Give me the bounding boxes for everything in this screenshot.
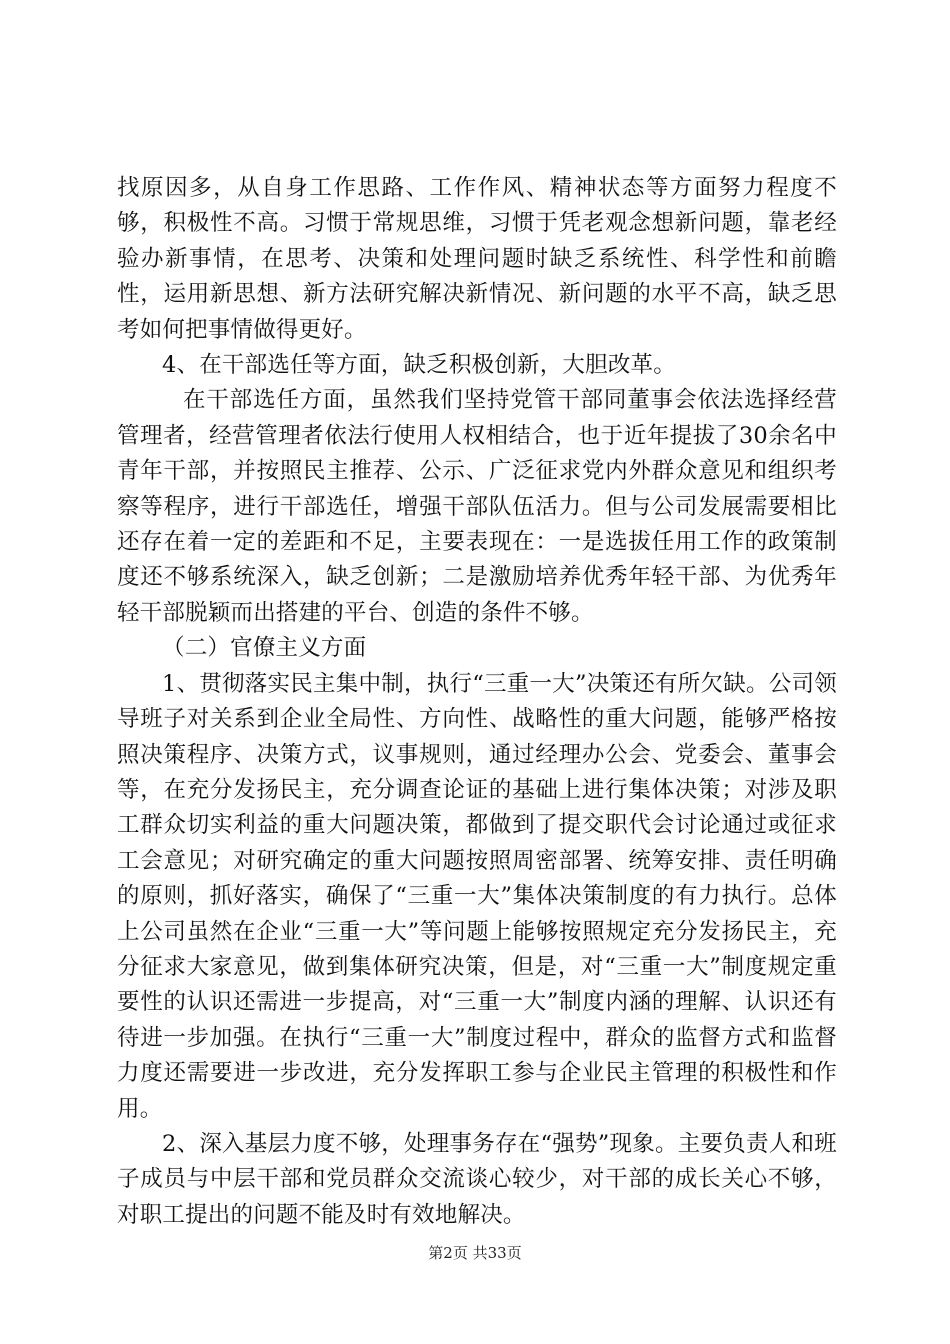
document-body <box>117 171 837 1233</box>
paragraph-item-2: 2、深入基层力度不够，处理事务存在“强势”现象。主要负责人和班子成员与中层干部和党员群众交流谈心较少，对干部的成长关心不够，对职工提出的问题不能及时有效地解决。 <box>117 1130 837 1228</box>
paragraph-continuation: 找原因多，从自身工作思路、工作作风、精神状态等方面努力程度不够，积极性不高。习惯于常规思维，习惯于凭老观念想新问题，靠老经验办新事情，在思考、决策和处理问题时缺乏系统性、科学性和前瞻性，运用新思想、新方法研究解决新情况、新问题的水平不高，缺乏思考如何把事情做得更好。 <box>117 175 837 343</box>
page-footer: 第2页 共33页 <box>428 1244 522 1262</box>
paragraph-cadre-selection: 在干部选任方面，虽然我们坚持党管干部同董事会依法选择经营管理者，经营管理者依法行使用人权相结合，也于近年提拔了30余名中青年干部，并按照民主推荐、公示、广泛征求党内外群众意见和组织考察等程序，进行干部选任，增强干部队伍活力。但与公司发展需要相比还存在着一定的差距和不足，主要表现在：一是选拔任用工作的政策制度还不够系统深入，缺乏创新；二是激励培养优秀年轻干部、为优秀年轻干部脱颖而出搭建的平台、创造的条件不够。 <box>117 387 837 626</box>
section-heading-bureaucratism: （二）官僚主义方面 <box>162 635 367 662</box>
paragraph-heading-4: 4、在干部选任等方面，缺乏积极创新，大胆改革。 <box>162 352 676 379</box>
paragraph-item-1: 1、贯彻落实民主集中制，执行“三重一大”决策还有所欠缺。公司领导班子对关系到企业全局性、方向性、战略性的重大问题，能够严格按照决策程序、决策方式，议事规则，通过经理办公会、党委会、董事会等，在充分发扬民主，充分调查论证的基础上进行集体决策；对涉及职工群众切实利益的重大问题决策，都做到了提交职代会讨论通过或征求工会意见；对研究确定的重大问题按照周密部署、统筹安排、责任明确的原则，抓好落实，确保了“三重一大”集体决策制度的有力执行。总体上公司虽然在企业“三重一大”等问题上能够按照规定充分发扬民主，充分征求大家意见，做到集体研究决策，但是，对“三重一大”制度规定重要性的认识还需进一步提高，对“三重一大”制度内涵的理解、认识还有待进一步加强。在执行“三重一大”制度过程中，群众的监督方式和监督力度还需要进一步改进，充分发挥职工参与企业民主管理的积极性和作用。 <box>117 670 837 1122</box>
